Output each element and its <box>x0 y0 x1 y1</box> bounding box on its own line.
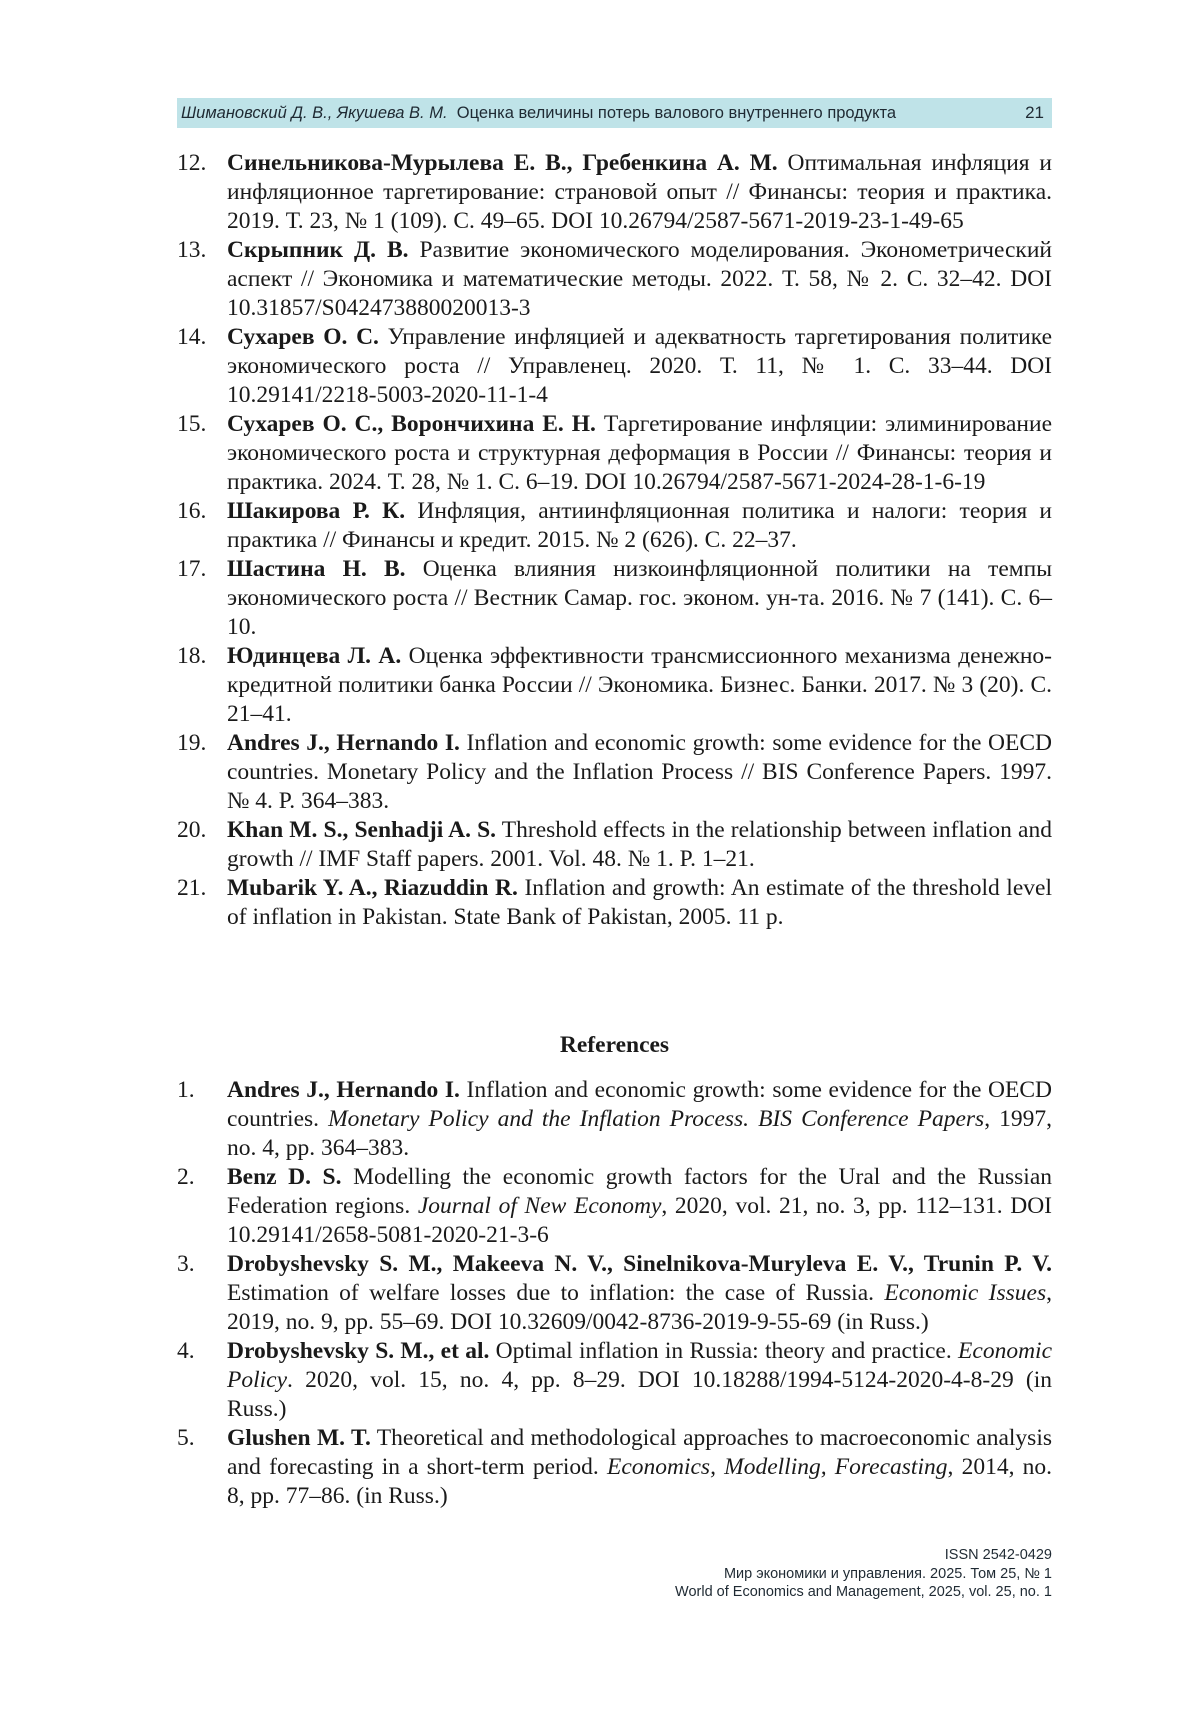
header-citation <box>181 104 896 123</box>
reference-item <box>177 410 1052 497</box>
reference-item <box>177 236 1052 323</box>
reference-text: Таргетирование инфляции: элиминирование экономического роста и структурная деформация в России // Финансы: теория и практика. 2024. Т. 28, № 1. С. 6–19. DOI 10.26794/2587-5671-2024-28-1-6-19 <box>227 411 1053 495</box>
reference-number: 20. <box>177 817 207 843</box>
reference-item <box>177 1076 1052 1163</box>
references-heading: References <box>559 1032 670 1058</box>
reference-text: Estimation of welfare losses due to inflation: the case of Russia. <box>227 1280 875 1306</box>
header-title: Оценка величины потерь валового внутреннего продукта <box>456 103 897 122</box>
reference-list-ru <box>177 149 1052 932</box>
reference-list-en <box>177 1076 1052 1511</box>
footer-journal-en: World of Economics and Management, 2025, vol. 25, no. 1 <box>675 1584 1052 1600</box>
reference-journal: Journal of New Economy <box>417 1193 662 1219</box>
reference-details: , 2020, vol. 21, no. 3, pp. 112–131. DOI 10.29141/2658-5081-2020-21-3-6 <box>227 1193 1052 1248</box>
reference-number: 12. <box>177 150 207 176</box>
reference-number: 18. <box>177 643 207 669</box>
reference-number: 3. <box>177 1251 195 1277</box>
page-footer <box>675 1546 1052 1602</box>
reference-details: . 2020, vol. 15, no. 4, pp. 8–29. DOI 10.18288/1994-5124-2020-4-8-29 (in Russ.) <box>227 1367 1052 1422</box>
reference-number: 19. <box>177 730 207 756</box>
reference-authors: Сухарев О. С., Ворончихина Е. Н. <box>227 411 596 437</box>
reference-details: , 2014, no. 8, pp. 77–86. (in Russ.) <box>227 1454 1052 1509</box>
reference-authors: Шакирова Р. К. <box>227 498 406 524</box>
reference-authors: Сухарев О. С. <box>227 324 379 350</box>
reference-item <box>177 1424 1052 1511</box>
reference-authors: Синельникова-Мурылева Е. В., Гребенкина А. М. <box>227 150 778 176</box>
reference-number: 5. <box>177 1425 195 1451</box>
reference-item <box>177 874 1052 932</box>
reference-details: , 2019, no. 9, pp. 55–69. DOI 10.32609/0042-8736-2019-9-55-69 (in Russ.) <box>227 1280 1052 1335</box>
reference-item <box>177 555 1052 642</box>
reference-text: Оценка эффективности трансмиссионного механизма денежно-кредитной политики банка России // Экономика. Бизнес. Банки. 2017. № 3 (20). С. 21–41. <box>227 643 1052 727</box>
reference-item <box>177 642 1052 729</box>
reference-text: Оценка влияния низкоинфляционной политики на темпы экономического роста // Вестник Самар. гос. эконом. ун-та. 2016. № 7 (141). С. 6–10. <box>227 556 1052 640</box>
reference-text: Threshold effects in the relationship between inflation and growth // IMF Staff papers. 2001. Vol. 48. № 1. P. 1–21. <box>227 817 1052 872</box>
reference-text: Инфляция, антиинфляционная политика и налоги: теория и практика // Финансы и кредит. 2015. № 2 (626). С. 22–37. <box>227 498 1053 553</box>
reference-number: 21. <box>177 875 207 901</box>
reference-item <box>177 323 1052 410</box>
reference-details: , 1997, no. 4, pp. 364–383. <box>227 1106 1052 1161</box>
reference-text: Inflation and economic growth: some evidence for the OECD countries. <box>227 1077 1052 1132</box>
reference-journal: Economic Policy <box>227 1338 1052 1393</box>
reference-authors: Скрыпник Д. В. <box>227 237 409 263</box>
reference-item <box>177 1163 1052 1250</box>
reference-text: Inflation and economic growth: some evidence for the OECD countries. Monetary Policy and the Inflation Process // BIS Conference Papers. 1997. № 4. P. 364–383. <box>227 730 1052 814</box>
page-number: 21 <box>1025 103 1044 122</box>
reference-journal: Monetary Policy and the Inflation Process. BIS Conference Papers <box>328 1106 985 1132</box>
reference-text: Optimal inflation in Russia: theory and practice. <box>495 1338 952 1364</box>
reference-authors: Юдинцева Л. А. <box>227 643 402 669</box>
reference-journal: Economics, Modelling, Forecasting <box>606 1454 948 1480</box>
reference-item <box>177 1337 1052 1424</box>
footer-journal-ru: Мир экономики и управления. 2025. Том 25, № 1 <box>723 1565 1052 1582</box>
reference-authors: Шастина Н. В. <box>227 556 406 582</box>
reference-number: 4. <box>177 1338 195 1364</box>
reference-item <box>177 729 1052 816</box>
reference-item <box>177 1250 1052 1337</box>
reference-number: 1. <box>177 1077 195 1103</box>
reference-authors: Andres J., Hernando I. <box>227 1077 460 1103</box>
running-header <box>177 98 1052 128</box>
reference-authors: Andres J., Hernando I. <box>227 730 460 756</box>
reference-authors: Drobyshevsky S. M., Makeeva N. V., Sinelnikova-Muryleva E. V., Trunin P. V. <box>227 1251 1052 1277</box>
reference-authors: Mubarik Y. A., Riazuddin R. <box>227 875 518 901</box>
reference-authors: Benz D. S. <box>227 1164 342 1190</box>
reference-number: 15. <box>177 411 207 437</box>
reference-text: Развитие экономического моделирования. Эконометрический аспект // Экономика и математические методы. 2022. Т. 58, № 2. С. 32–42. DOI 10.31857/S042473880020013-3 <box>227 237 1053 321</box>
reference-authors: Drobyshevsky S. M., et al. <box>227 1338 490 1364</box>
reference-authors: Glushen M. T. <box>227 1425 371 1451</box>
reference-text: Theoretical and methodological approaches to macroeconomic analysis and forecasting in a short-term period. <box>227 1425 1053 1480</box>
reference-text: Inflation and growth: An estimate of the threshold level of inflation in Pakistan. State Bank of Pakistan, 2005. 11 p. <box>227 875 1052 930</box>
reference-number: 14. <box>177 324 207 350</box>
reference-text: Modelling the economic growth factors for the Ural and the Russian Federation regions. <box>227 1164 1052 1219</box>
reference-number: 17. <box>177 556 207 582</box>
reference-journal: Economic Issues <box>884 1280 1047 1306</box>
footer-issn: ISSN 2542-0429 <box>944 1547 1052 1563</box>
reference-text: Оптимальная инфляция и инфляционное таргетирование: страновой опыт // Финансы: теория и практика. 2019. Т. 23, № 1 (109). С. 49–65. DOI 10.26794/2587-5671-2019-23-1-49-65 <box>227 150 1053 234</box>
reference-number: 16. <box>177 498 207 524</box>
reference-authors: Khan M. S., Senhadji A. S. <box>227 817 497 843</box>
reference-item <box>177 816 1052 874</box>
header-authors: Шимановский Д. В., Якушева В. М. <box>181 103 448 122</box>
reference-number: 2. <box>177 1164 195 1190</box>
reference-item <box>177 497 1052 555</box>
reference-number: 13. <box>177 237 207 263</box>
reference-text: Управление инфляцией и адекватность таргетирования политике экономического роста // Управленец. 2020. Т. 11, № 1. С. 33–44. DOI 10.29141/2218-5003-2020-11-1-4 <box>227 324 1053 408</box>
reference-item <box>177 149 1052 236</box>
